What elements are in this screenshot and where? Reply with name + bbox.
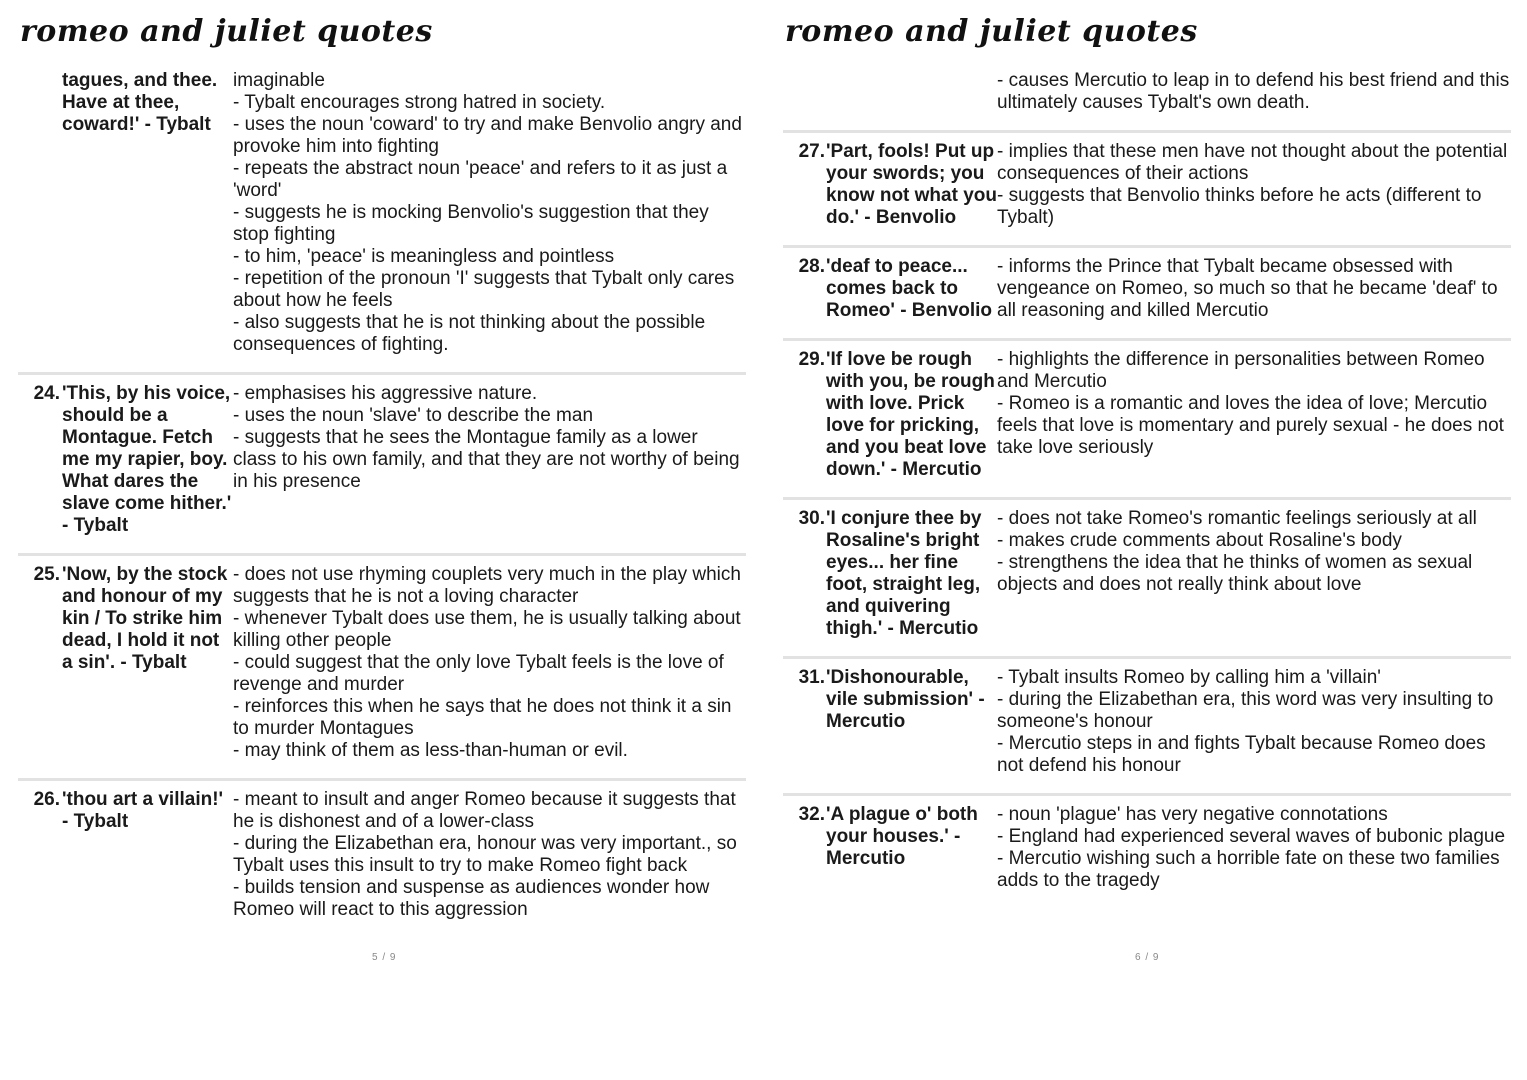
entry-quote: 'Dishonourable, vile submission' - Mercutio xyxy=(826,667,985,732)
note-line: - during the Elizabethan era, honour was very important., so Tybalt uses this insult to try to make Romeo fight back xyxy=(233,833,737,876)
note-line: - repetition of the pronoun 'I' suggests that Tybalt only cares about how he feels xyxy=(233,268,735,311)
note-line: - makes crude comments about Rosaline's body xyxy=(997,530,1402,551)
entry-quote: 'I conjure thee by Rosaline's bright eyes... her fine foot, straight leg, and quivering thigh.' - Mercutio xyxy=(826,508,982,639)
quote-entry xyxy=(18,778,746,937)
quote-entry xyxy=(783,70,1511,130)
entry-quote: tagues, and thee. Have at thee, coward!' - Tybalt xyxy=(62,70,218,135)
quote-entry xyxy=(18,372,746,553)
entry-number: 29. xyxy=(798,349,825,370)
note-line: - during the Elizabethan era, this word was very insulting to someone's honour xyxy=(997,689,1494,732)
entry-number: 32. xyxy=(798,804,825,825)
note-line: - causes Mercutio to leap in to defend his best friend and this ultimately causes Tybalt's own death. xyxy=(997,70,1510,113)
note-line: - reinforces this when he says that he does not think it a sin to murder Montagues xyxy=(233,696,732,739)
note-line: - Romeo is a romantic and loves the idea of love; Mercutio feels that love is momentary and purely sexual - he does not take love seriously xyxy=(997,393,1504,458)
entry-quote: 'deaf to peace... comes back to Romeo' - Benvolio xyxy=(826,256,993,321)
entry-quote: 'This, by his voice, should be a Montague. Fetch me my rapier, boy. What dares the slave come hither.' - Tybalt xyxy=(62,383,232,536)
note-line: - noun 'plague' has very negative connotations xyxy=(997,804,1388,825)
entry-quote: 'A plague o' both your houses.' - Mercutio xyxy=(826,804,978,869)
entry-notes xyxy=(997,804,1511,892)
page-number: 5 / 9 xyxy=(372,952,397,963)
note-line: - suggests that he sees the Montague family as a lower class to his own family, and that they are not worthy of being in his presence xyxy=(233,427,740,492)
note-line: - meant to insult and anger Romeo because it suggests that he is dishonest and of a lower-class xyxy=(233,789,736,832)
note-line: - Tybalt insults Romeo by calling him a 'villain' xyxy=(997,667,1381,688)
left-page xyxy=(0,0,750,1000)
entry-notes xyxy=(233,789,746,921)
entry-quote: 'Now, by the stock and honour of my kin / To strike him dead, I hold it not a sin'. - Tybalt xyxy=(62,564,228,673)
entry-number: 27. xyxy=(798,141,825,162)
note-line: - repeats the abstract noun 'peace' and refers to it as just a 'word' xyxy=(233,158,728,201)
note-line: - may think of them as less-than-human or evil. xyxy=(233,740,628,761)
entry-notes xyxy=(233,70,746,356)
note-line: - does not use rhyming couplets very much in the play which suggests that he is not a loving character xyxy=(233,564,741,607)
note-line: - strengthens the idea that he thinks of women as sexual objects and does not really think about love xyxy=(997,552,1473,595)
note-line: - suggests he is mocking Benvolio's suggestion that they stop fighting xyxy=(233,202,709,245)
entry-number xyxy=(783,70,826,114)
quote-table xyxy=(18,70,746,937)
note-line: - uses the noun 'slave' to describe the man xyxy=(233,405,594,426)
right-page xyxy=(765,0,1515,1000)
entry-notes xyxy=(997,141,1511,229)
quote-entry xyxy=(18,70,746,372)
note-line: - whenever Tybalt does use them, he is usually talking about killing other people xyxy=(233,608,741,651)
entry-notes xyxy=(233,564,746,762)
entry-quote: 'Part, fools! Put up your swords; you know not what you do.' - Benvolio xyxy=(826,141,997,228)
entry-notes xyxy=(997,667,1511,777)
note-line: - emphasises his aggressive nature. xyxy=(233,383,538,404)
entry-number xyxy=(18,70,61,356)
note-line: - builds tension and suspense as audiences wonder how Romeo will react to this aggression xyxy=(233,877,710,920)
entry-notes xyxy=(997,256,1511,322)
quote-entry xyxy=(783,338,1511,497)
entry-number: 31. xyxy=(798,667,825,688)
entry-number: 25. xyxy=(33,564,60,585)
quote-table xyxy=(783,70,1511,908)
quote-entry xyxy=(783,793,1511,908)
entry-quote: 'thou art a villain!' - Tybalt xyxy=(62,789,224,832)
entry-number: 26. xyxy=(33,789,60,810)
note-line: - Tybalt encourages strong hatred in society. xyxy=(233,92,606,113)
page-title: romeo and juliet quotes xyxy=(785,14,1198,49)
quote-entry xyxy=(18,553,746,778)
quote-entry xyxy=(783,497,1511,656)
page-title: romeo and juliet quotes xyxy=(20,14,433,49)
entry-number: 30. xyxy=(798,508,825,529)
note-line: - implies that these men have not thought about the potential consequences of their actions xyxy=(997,141,1508,184)
note-line: - Mercutio steps in and fights Tybalt because Romeo does not defend his honour xyxy=(997,733,1486,776)
note-line: - to him, 'peace' is meaningless and pointless xyxy=(233,246,615,267)
entry-number: 24. xyxy=(33,383,60,404)
entry-number: 28. xyxy=(798,256,825,277)
entry-notes xyxy=(997,508,1511,640)
note-line: - Mercutio wishing such a horrible fate on these two families adds to the tragedy xyxy=(997,848,1500,891)
page-number: 6 / 9 xyxy=(1135,952,1160,963)
quote-entry xyxy=(783,656,1511,793)
entry-quote: 'If love be rough with you, be rough with love. Prick love for pricking, and you beat love down.' - Mercutio xyxy=(826,349,995,480)
note-line: - suggests that Benvolio thinks before he acts (different to Tybalt) xyxy=(997,185,1482,228)
note-line: - highlights the difference in personalities between Romeo and Mercutio xyxy=(997,349,1485,392)
note-line: - could suggest that the only love Tybalt feels is the love of revenge and murder xyxy=(233,652,724,695)
note-line: - England had experienced several waves of bubonic plague xyxy=(997,826,1506,847)
note-line: - also suggests that he is not thinking about the possible consequences of fighting. xyxy=(233,312,706,355)
note-line: - uses the noun 'coward' to try and make Benvolio angry and provoke him into fighting xyxy=(233,114,742,157)
note-line: - does not take Romeo's romantic feelings seriously at all xyxy=(997,508,1477,529)
note-line: imaginable xyxy=(233,70,325,91)
entry-notes xyxy=(997,349,1511,481)
entry-notes xyxy=(233,383,746,537)
quote-entry xyxy=(783,130,1511,245)
entry-notes xyxy=(997,70,1511,114)
note-line: - informs the Prince that Tybalt became obsessed with vengeance on Romeo, so much so that he became 'deaf' to all reasoning and killed Mercutio xyxy=(997,256,1498,321)
entry-quote xyxy=(826,70,997,114)
quote-entry xyxy=(783,245,1511,338)
